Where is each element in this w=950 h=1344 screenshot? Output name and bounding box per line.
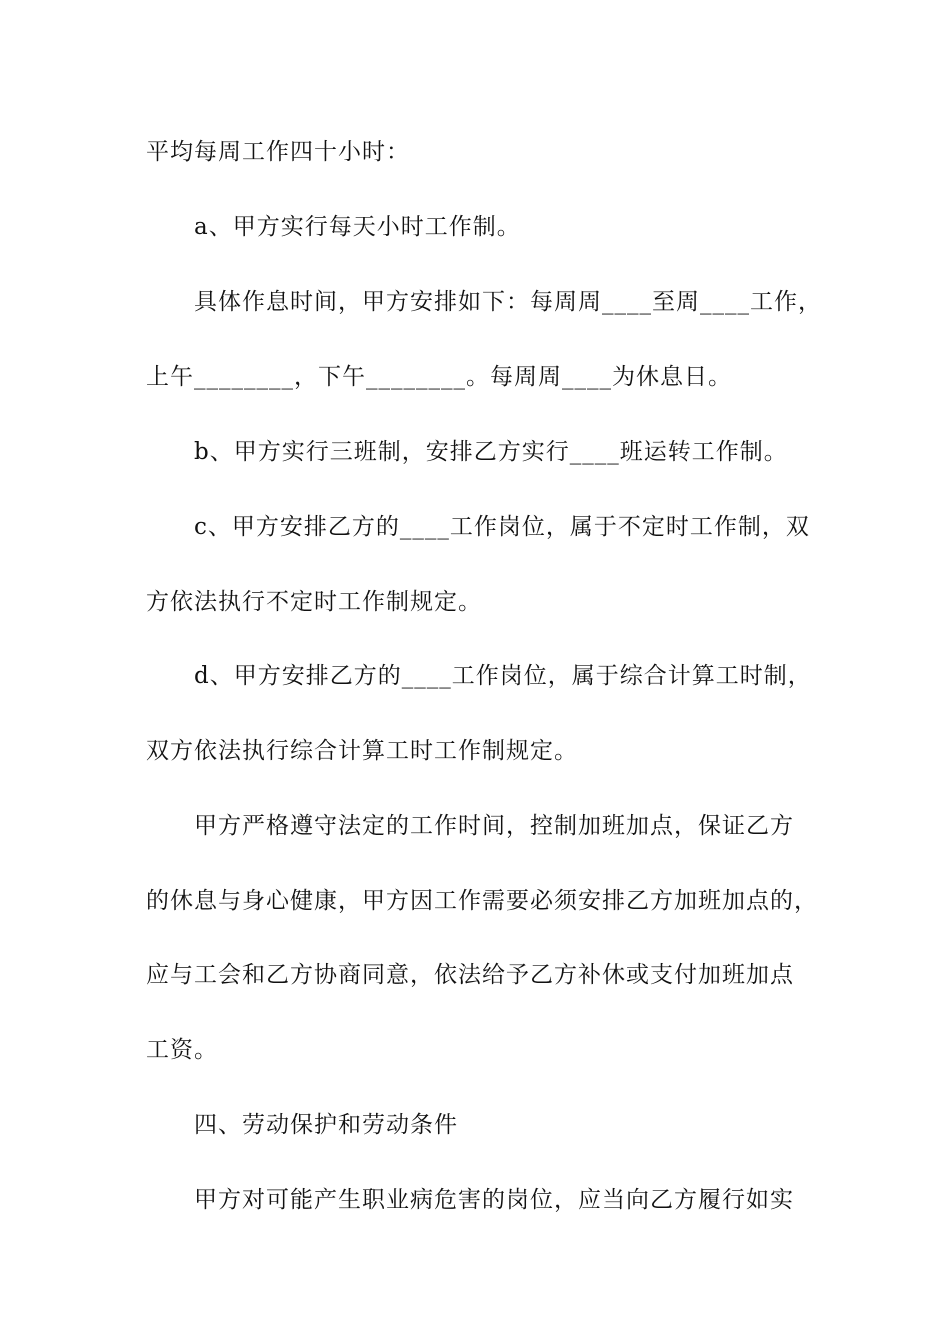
text-line: 的休息与身心健康，甲方因工作需要必须安排乙方加班加点的， [146, 888, 818, 914]
text-line: b、甲方实行三班制，安排乙方实行____班运转工作制。 [194, 439, 788, 465]
text-line: 方依法执行不定时工作制规定。 [146, 589, 482, 615]
text-line: 双方依法执行综合计算工时工作制规定。 [146, 738, 578, 764]
text-line: 工资。 [146, 1037, 218, 1063]
text-line: d、甲方安排乙方的____工作岗位，属于综合计算工时制， [194, 663, 812, 689]
text-line: 甲方严格遵守法定的工作时间，控制加班加点，保证乙方 [194, 813, 794, 839]
text-line: 应与工会和乙方协商同意，依法给予乙方补休或支付加班加点 [146, 962, 794, 988]
text-line: 甲方对可能产生职业病危害的岗位，应当向乙方履行如实 [194, 1187, 794, 1213]
text-line: c、甲方安排乙方的____工作岗位，属于不定时工作制，双 [194, 514, 810, 540]
section-heading: 四、劳动保护和劳动条件 [194, 1112, 458, 1138]
text-line: 平均每周工作四十小时： [146, 139, 410, 165]
text-line: 上午________，下午________。每周周____为休息日。 [146, 364, 732, 390]
text-line: 具体作息时间，甲方安排如下：每周周____至周____工作， [194, 289, 822, 315]
text-line: a、甲方实行每天小时工作制。 [194, 214, 521, 240]
